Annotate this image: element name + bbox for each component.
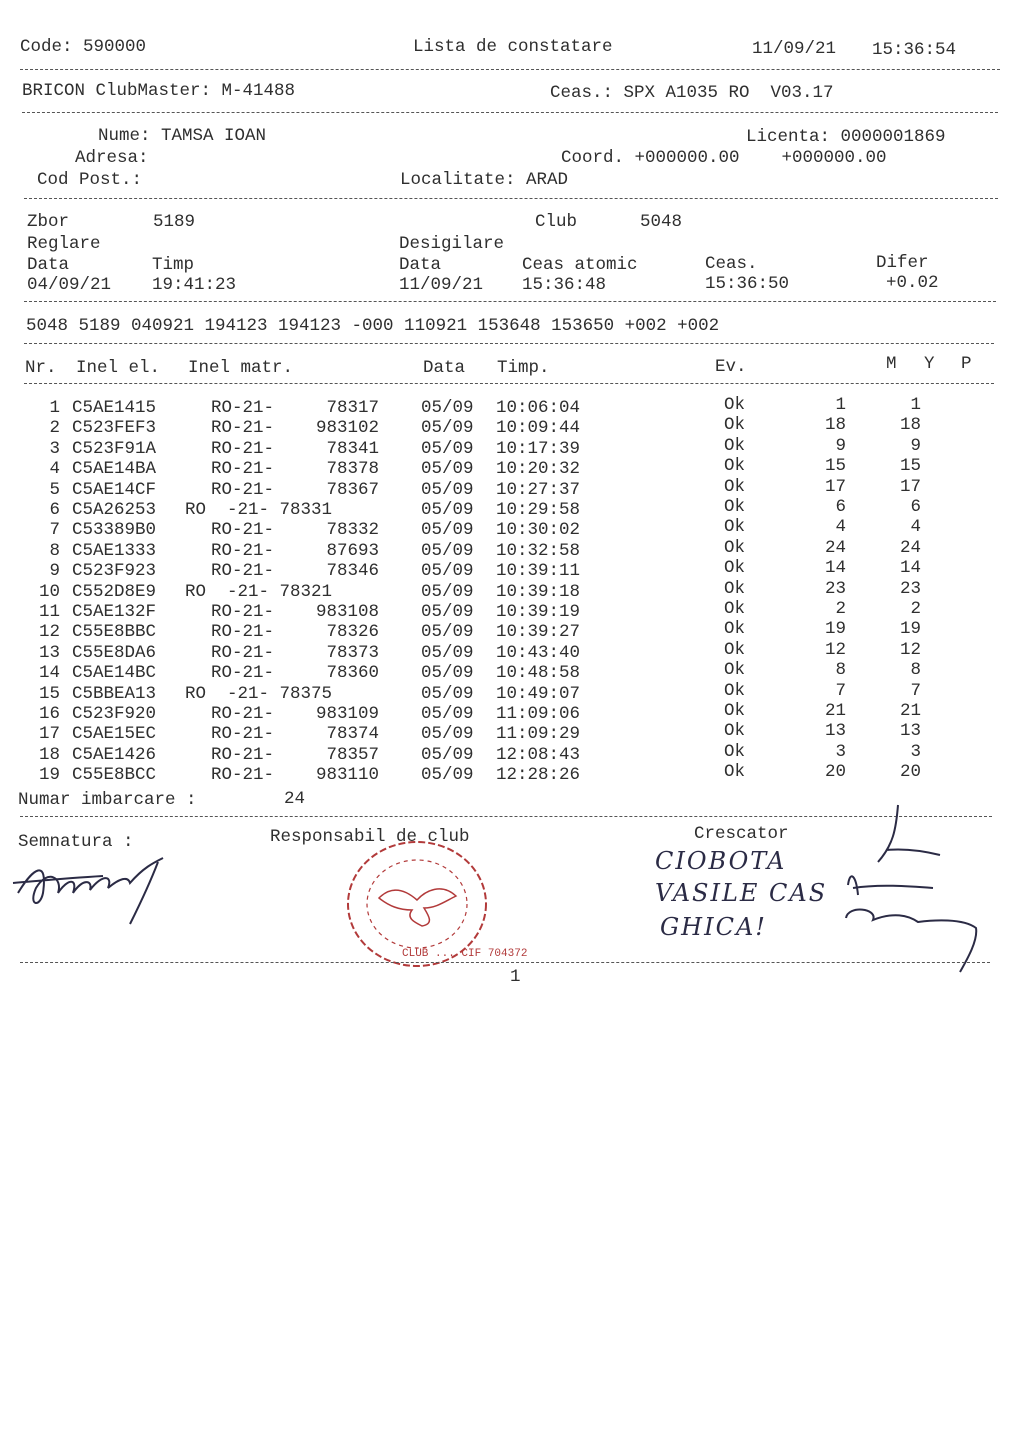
cell-m: 20: [824, 762, 846, 783]
cell-inel-el: C523F91A: [72, 438, 157, 459]
cell-nr: 13: [38, 642, 60, 663]
address-label: Adresa:: [75, 148, 149, 168]
cell-date: 05/09: [421, 520, 474, 541]
cell-event: Ok: [724, 762, 746, 783]
table-row: [0, 415, 1024, 439]
divider: [20, 962, 990, 963]
cell-date: 05/09: [421, 663, 474, 684]
divider: [20, 69, 1000, 70]
cell-y: 13: [899, 721, 921, 742]
cell-date: 05/09: [421, 642, 474, 663]
clock-id: Ceas.: SPX A1035 RO V03.17: [550, 83, 834, 103]
table-row: [0, 476, 1024, 500]
cell-event: Ok: [724, 619, 746, 640]
table-row: [0, 599, 1024, 622]
cell-y: 20: [899, 762, 921, 783]
difference-label: Difer: [876, 253, 929, 273]
cell-event: Ok: [724, 558, 746, 579]
cell-inel-matr: RO-21- 78374: [211, 724, 380, 745]
cell-nr: 11: [38, 602, 60, 622]
cell-inel-el: C5AE1426: [72, 744, 157, 765]
cell-date: 05/09: [421, 704, 474, 724]
clock-time: 15:36:50: [705, 274, 790, 294]
club-number: Club 5048: [535, 212, 683, 232]
col-header-p: P: [961, 354, 972, 374]
table-row: [0, 435, 1024, 459]
cell-time: 10:32:58: [496, 540, 581, 561]
cell-y: 18: [899, 415, 921, 436]
set-time-label: Timp: [152, 255, 195, 275]
cell-nr: 17: [38, 724, 60, 745]
breeder-label: Crescator: [694, 824, 789, 844]
desigilare-label: Desigilare: [399, 234, 505, 254]
cell-date: 05/09: [421, 459, 474, 480]
cell-m: 19: [824, 619, 846, 640]
cell-time: 10:29:58: [496, 500, 581, 520]
cell-y: 17: [899, 476, 921, 497]
cell-inel-matr: RO-21- 78346: [211, 561, 380, 582]
cell-nr: 19: [38, 765, 60, 786]
handwritten-name-1: CIOBOTA: [655, 847, 787, 875]
cell-date: 05/09: [421, 500, 474, 520]
cell-m: 7: [835, 680, 846, 701]
print-date: 11/09/21: [752, 39, 837, 59]
cell-nr: 16: [38, 704, 60, 724]
cell-nr: 8: [49, 540, 60, 561]
cell-y: 14: [899, 558, 921, 579]
cell-inel-el: C523F920: [72, 704, 157, 724]
cell-time: 10:39:11: [496, 561, 581, 582]
col-header-m: M: [886, 354, 897, 374]
cell-m: 18: [824, 415, 846, 436]
cell-time: 10:30:02: [496, 520, 581, 541]
cell-inel-matr: RO-21- 983102: [211, 418, 380, 439]
document-title: Lista de constatare: [413, 37, 613, 57]
cell-event: Ok: [724, 741, 746, 762]
col-header-nr: Nr.: [25, 358, 57, 378]
cell-date: 05/09: [421, 622, 474, 643]
cell-time: 10:39:27: [496, 622, 581, 643]
table-row: [0, 619, 1024, 643]
cell-time: 10:09:44: [496, 418, 581, 439]
cell-nr: 6: [49, 500, 60, 520]
cell-y: 19: [899, 619, 921, 640]
cell-inel-el: C5AE1333: [72, 540, 157, 561]
cell-date: 05/09: [421, 418, 474, 439]
cell-m: 15: [824, 456, 846, 477]
cell-y: 8: [910, 660, 921, 681]
cell-m: 13: [824, 721, 846, 742]
cell-inel-matr: RO-21- 87693: [211, 540, 380, 561]
summary-code-line: 5048 5189 040921 194123 194123 -000 110921 153648 153650 +002 +002: [26, 316, 720, 336]
cell-time: 10:20:32: [496, 459, 581, 480]
table-row: [0, 741, 1024, 765]
cell-time: 10:06:04: [496, 398, 581, 418]
cell-inel-el: C523FEF3: [72, 418, 157, 439]
cell-nr: 18: [38, 744, 60, 765]
cell-date: 05/09: [421, 744, 474, 765]
reglare-label: Reglare: [27, 234, 101, 254]
cell-inel-el: C5AE15EC: [72, 724, 157, 745]
cell-inel-matr: RO-21- 78360: [211, 663, 380, 684]
cell-event: Ok: [724, 476, 746, 497]
col-header-inel-matr: Inel matr.: [188, 358, 294, 378]
cell-inel-matr: RO-21- 78357: [211, 744, 380, 765]
cell-time: 10:49:07: [496, 683, 581, 704]
cell-m: 3: [835, 741, 846, 762]
col-header-timp: Timp.: [497, 358, 550, 378]
cell-inel-el: C5A26253: [72, 500, 157, 520]
cell-m: 24: [824, 537, 846, 558]
cell-y: 4: [910, 517, 921, 538]
cell-nr: 15: [38, 683, 60, 704]
divider: [24, 198, 998, 199]
cell-m: 21: [824, 701, 846, 721]
divider: [24, 383, 994, 384]
cell-y: 15: [899, 456, 921, 477]
cell-inel-matr: RO-21- 983110: [211, 765, 380, 786]
cell-date: 05/09: [421, 438, 474, 459]
boarding-count: 24: [284, 789, 306, 809]
cell-m: 12: [824, 639, 846, 660]
cell-inel-matr: RO-21- 78378: [211, 459, 380, 480]
cell-event: Ok: [724, 701, 746, 721]
code-label: Code: 590000: [20, 37, 147, 57]
divider: [24, 301, 996, 302]
table-row: [0, 537, 1024, 561]
cell-time: 10:17:39: [496, 438, 581, 459]
cell-date: 05/09: [421, 398, 474, 418]
cell-y: 12: [899, 639, 921, 660]
cell-inel-matr: RO-21- 78332: [211, 520, 380, 541]
cell-inel-el: C55E8DA6: [72, 642, 157, 663]
cell-m: 8: [835, 660, 846, 681]
cell-inel-el: C5AE14BA: [72, 459, 157, 480]
table-row: [0, 721, 1024, 745]
table-row: [0, 456, 1024, 480]
cell-nr: 5: [49, 479, 60, 500]
cell-inel-el: C5BBEA13: [72, 683, 157, 704]
cell-date: 05/09: [421, 765, 474, 786]
cell-inel-matr: RO-21- 78326: [211, 622, 380, 643]
boarding-count-label: Numar imbarcare :: [18, 790, 197, 810]
cell-nr: 7: [49, 520, 60, 541]
atomic-clock-label: Ceas atomic: [522, 255, 638, 275]
table-row: [0, 680, 1024, 704]
cell-inel-matr: RO-21- 983108: [211, 602, 380, 622]
cell-event: Ok: [724, 497, 746, 517]
cell-event: Ok: [724, 456, 746, 477]
cell-inel-matr: RO-21- 78373: [211, 642, 380, 663]
cell-time: 10:43:40: [496, 642, 581, 663]
cell-m: 9: [835, 435, 846, 456]
table-row: [0, 558, 1024, 582]
table-row: [0, 578, 1024, 602]
cell-inel-matr: RO -21- 78331: [185, 500, 333, 520]
table-row: [0, 639, 1024, 663]
set-time: 19:41:23: [152, 275, 237, 295]
col-header-data: Data: [423, 358, 466, 378]
cell-inel-el: C55E8BCC: [72, 765, 157, 786]
cell-inel-matr: RO -21- 78375: [185, 683, 333, 704]
cell-event: Ok: [724, 537, 746, 558]
cell-nr: 2: [49, 418, 60, 439]
cell-y: 9: [910, 435, 921, 456]
cell-m: 14: [824, 558, 846, 579]
postcode-label: Cod Post.:: [37, 170, 143, 190]
set-date: 04/09/21: [27, 275, 112, 295]
print-time: 15:36:54: [872, 40, 957, 60]
cell-time: 12:08:43: [496, 744, 581, 765]
cell-event: Ok: [724, 680, 746, 701]
page-number: 1: [510, 967, 521, 987]
table-row: [0, 395, 1024, 418]
licence: Licenta: 0000001869: [746, 127, 946, 147]
cell-y: 21: [899, 701, 921, 721]
cell-event: Ok: [724, 578, 746, 599]
cell-inel-el: C53389B0: [72, 520, 157, 541]
cell-nr: 14: [38, 663, 60, 684]
handwritten-name-2: VASILE CAS: [655, 879, 828, 907]
cell-inel-el: C5AE132F: [72, 602, 157, 622]
cell-inel-el: C5AE1415: [72, 398, 157, 418]
table-row: [0, 701, 1024, 724]
cell-inel-matr: RO -21- 78321: [185, 581, 333, 602]
owner-name: Nume: TAMSA IOAN: [98, 126, 267, 146]
cell-inel-el: C5AE14BC: [72, 663, 157, 684]
table-row: [0, 660, 1024, 684]
cell-date: 05/09: [421, 581, 474, 602]
cell-date: 05/09: [421, 540, 474, 561]
stamp-text: CLUB ... CIF 704372: [402, 948, 528, 960]
cell-m: 17: [824, 476, 846, 497]
cell-date: 05/09: [421, 602, 474, 622]
cell-inel-el: C55E8BBC: [72, 622, 157, 643]
cell-time: 11:09:06: [496, 704, 581, 724]
cell-inel-matr: RO-21- 983109: [211, 704, 380, 724]
cell-date: 05/09: [421, 479, 474, 500]
cell-y: 23: [899, 578, 921, 599]
divider: [22, 112, 998, 113]
cell-nr: 1: [49, 398, 60, 418]
cell-y: 3: [910, 741, 921, 762]
cell-event: Ok: [724, 435, 746, 456]
cell-date: 05/09: [421, 724, 474, 745]
cell-nr: 10: [38, 581, 60, 602]
signature-label: Semnatura :: [18, 832, 134, 852]
cell-y: 7: [910, 680, 921, 701]
cell-date: 05/09: [421, 561, 474, 582]
cell-event: Ok: [724, 660, 746, 681]
cell-nr: 4: [49, 459, 60, 480]
cell-nr: 3: [49, 438, 60, 459]
unseal-date: 11/09/21: [399, 275, 484, 295]
cell-inel-el: C552D8E9: [72, 581, 157, 602]
cell-inel-matr: RO-21- 78341: [211, 438, 380, 459]
cell-y: 6: [910, 497, 921, 517]
set-date-label: Data: [27, 255, 70, 275]
cell-event: Ok: [724, 395, 746, 415]
cell-time: 12:28:26: [496, 765, 581, 786]
cell-m: 4: [835, 517, 846, 538]
col-header-inel-el: Inel el.: [76, 358, 161, 378]
divider: [24, 343, 994, 344]
cell-inel-matr: RO-21- 78317: [211, 398, 380, 418]
cell-time: 10:39:18: [496, 581, 581, 602]
cell-event: Ok: [724, 639, 746, 660]
cell-event: Ok: [724, 599, 746, 619]
cell-y: 1: [910, 395, 921, 415]
cell-date: 05/09: [421, 683, 474, 704]
locality: Localitate: ARAD: [400, 170, 569, 190]
signature-right-icon: [838, 800, 988, 980]
cell-inel-matr: RO-21- 78367: [211, 479, 380, 500]
cell-time: 10:39:19: [496, 602, 581, 622]
cell-time: 10:48:58: [496, 663, 581, 684]
table-row: [0, 517, 1024, 541]
cell-m: 23: [824, 578, 846, 599]
clock-label: Ceas.: [705, 254, 758, 274]
club-responsible-label: Responsabil de club: [270, 827, 470, 847]
handwritten-name-3: GHICA!: [660, 913, 767, 941]
difference-value: +0.02: [886, 273, 939, 293]
cell-nr: 9: [49, 561, 60, 582]
cell-time: 11:09:29: [496, 724, 581, 745]
col-header-ev: Ev.: [715, 357, 747, 377]
unseal-date-label: Data: [399, 255, 442, 275]
col-header-y: Y: [924, 354, 935, 374]
cell-m: 2: [835, 599, 846, 619]
cell-nr: 12: [38, 622, 60, 643]
device-id: BRICON ClubMaster: M-41488: [22, 81, 296, 101]
cell-event: Ok: [724, 721, 746, 742]
cell-inel-el: C523F923: [72, 561, 157, 582]
atomic-clock-time: 15:36:48: [522, 275, 607, 295]
cell-event: Ok: [724, 517, 746, 538]
flight-number: Zbor 5189: [27, 212, 196, 232]
cell-y: 24: [899, 537, 921, 558]
cell-y: 2: [910, 599, 921, 619]
cell-event: Ok: [724, 415, 746, 436]
cell-m: 6: [835, 497, 846, 517]
coordinates: Coord. +000000.00 +000000.00: [561, 148, 887, 168]
signature-left-icon: [8, 848, 178, 928]
cell-m: 1: [835, 395, 846, 415]
table-row: [0, 497, 1024, 520]
cell-inel-el: C5AE14CF: [72, 479, 157, 500]
cell-time: 10:27:37: [496, 479, 581, 500]
table-row: [0, 762, 1024, 786]
